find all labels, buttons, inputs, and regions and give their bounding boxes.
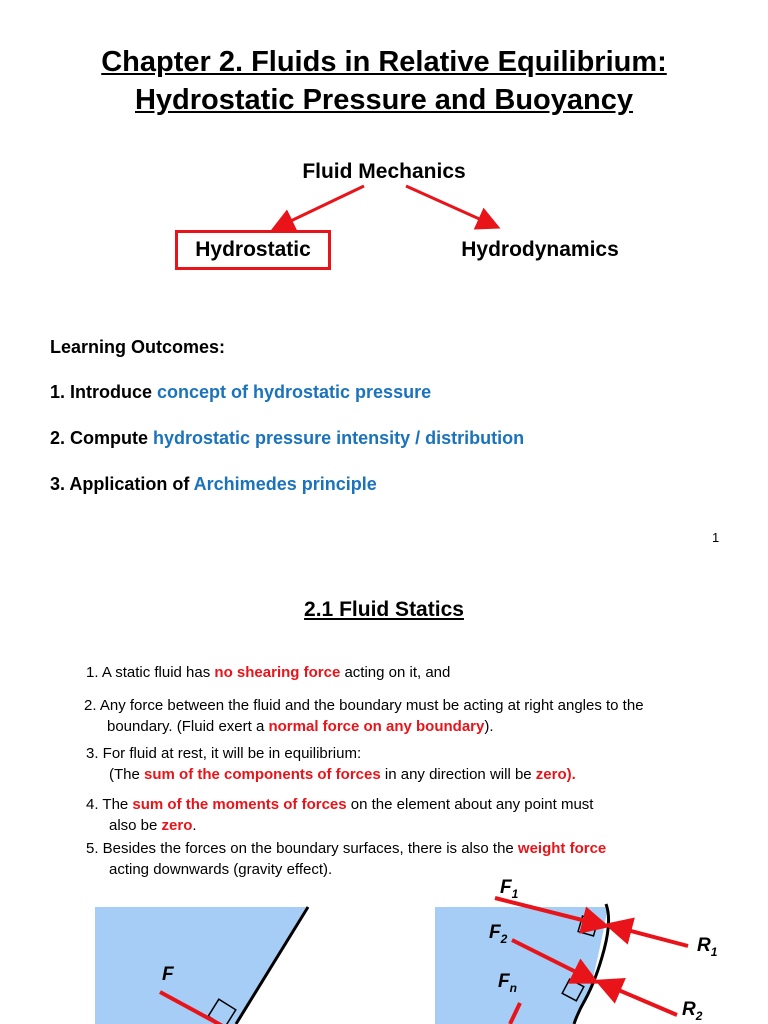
label-fn: $F_n$ bbox=[498, 971, 517, 995]
outcome-highlight: hydrostatic pressure intensity / distribution bbox=[153, 428, 525, 448]
force-arrow-r2 bbox=[602, 983, 677, 1015]
tree-right-label: Hydrodynamics bbox=[461, 238, 619, 261]
outcome-prefix: 3. Application of bbox=[50, 474, 194, 494]
page-number: 1 bbox=[712, 530, 720, 545]
fluid-region-left bbox=[95, 907, 306, 1024]
outcome-prefix: 1. Introduce bbox=[50, 382, 158, 402]
label-r1: $R_1$ bbox=[697, 935, 718, 959]
outcome-highlight: Archimedes principle bbox=[193, 474, 377, 494]
statics-item-5: 5. Besides the forces on the boundary surfaces, there is also the weight force acting downwards (gravity effect). bbox=[86, 840, 607, 878]
label-f1: $F_1$ bbox=[500, 877, 519, 901]
label-r2: $R_2$ bbox=[682, 999, 703, 1023]
tree-root-label: Fluid Mechanics bbox=[302, 160, 466, 183]
statics-item-2: 2. Any force between the fluid and the boundary must be acting at right angles to the boundary. (Fluid exert a normal force on any boundary). bbox=[84, 697, 644, 735]
statics-item-4: 4. The sum of the moments of forces on the element about any point must also be zero. bbox=[86, 796, 594, 834]
outcomes-heading: Learning Outcomes: bbox=[50, 337, 226, 357]
statics-item-1: 1. A static fluid has no shearing force acting on it, and bbox=[86, 664, 451, 681]
slide-title-line1: Chapter 2. Fluids in Relative Equilibrium: bbox=[101, 46, 667, 78]
force-arrow-r1 bbox=[612, 926, 688, 946]
outcome-highlight: concept of hydrostatic pressure bbox=[157, 382, 432, 402]
statics-item-3: 3. For fluid at rest, it will be in equilibrium: (The sum of the components of forces in any direction will be zero). bbox=[86, 745, 576, 783]
slide-title-line2: Hydrostatic Pressure and Buoyancy bbox=[134, 84, 633, 116]
label-f: F bbox=[162, 964, 174, 985]
section-title: 2.1 Fluid Statics bbox=[304, 598, 464, 621]
outcome-prefix: 2. Compute bbox=[50, 428, 154, 448]
tree-left-label: Hydrostatic bbox=[195, 238, 311, 261]
label-f2: $F_2$ bbox=[489, 922, 508, 946]
